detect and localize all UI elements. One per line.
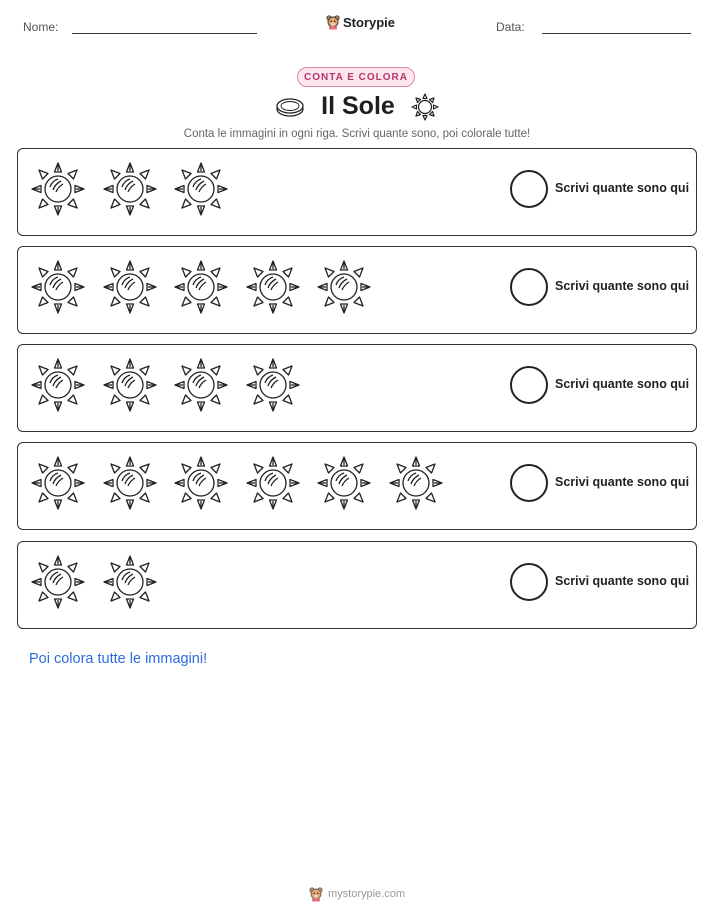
counting-row <box>17 541 697 629</box>
bear-mascot-icon <box>326 14 340 30</box>
sun-icon <box>102 357 158 413</box>
sun-icon <box>102 161 158 217</box>
sun-icon <box>316 455 372 511</box>
counting-row <box>17 246 697 334</box>
sun-icon <box>30 455 86 511</box>
brand-name: Storypie <box>343 14 396 30</box>
counting-row <box>17 148 697 236</box>
answer-circle[interactable] <box>510 563 548 601</box>
coin-icon <box>275 96 305 118</box>
answer-label: Scrivi quante sono qui <box>555 377 690 391</box>
answer-circle[interactable] <box>510 170 548 208</box>
answer-label: Scrivi quante sono qui <box>555 181 690 195</box>
answer-circle[interactable] <box>510 366 548 404</box>
worksheet-badge: CONTA E COLORA <box>297 67 415 87</box>
bear-mascot-icon <box>309 886 323 902</box>
sun-icon <box>245 357 301 413</box>
sun-icon <box>30 357 86 413</box>
sun-icon <box>30 259 86 315</box>
sun-icon <box>388 455 444 511</box>
sun-icon <box>102 455 158 511</box>
sun-icon <box>30 554 86 610</box>
sun-icon <box>173 357 229 413</box>
name-line[interactable] <box>72 33 257 34</box>
sun-icon <box>30 161 86 217</box>
answer-label: Scrivi quante sono qui <box>555 574 690 588</box>
sun-icon <box>316 259 372 315</box>
date-label: Data: <box>496 20 525 34</box>
sun-icon <box>102 259 158 315</box>
brand-logo <box>326 14 395 30</box>
sun-icon <box>173 259 229 315</box>
sun-icon <box>245 455 301 511</box>
sun-icon <box>245 259 301 315</box>
sun-icon <box>173 161 229 217</box>
answer-label: Scrivi quante sono qui <box>555 475 690 489</box>
instructions-text: Conta le immagini in ogni riga. Scrivi quante sono, poi colorale tutte! <box>183 128 531 140</box>
counting-row <box>17 442 697 530</box>
sun-icon <box>411 93 439 121</box>
answer-circle[interactable] <box>510 268 548 306</box>
footer <box>0 886 714 902</box>
answer-circle[interactable] <box>510 464 548 502</box>
name-label: Nome: <box>23 20 59 34</box>
coloring-note: Poi colora tutte le immagini! <box>29 651 208 667</box>
sun-icon <box>102 554 158 610</box>
sun-icon <box>173 455 229 511</box>
footer-url[interactable]: mystorypie.com <box>327 888 406 900</box>
title-row <box>0 92 714 121</box>
answer-label: Scrivi quante sono qui <box>555 279 690 293</box>
counting-row <box>17 344 697 432</box>
date-line[interactable] <box>542 33 691 34</box>
page-title: Il Sole <box>321 92 395 120</box>
